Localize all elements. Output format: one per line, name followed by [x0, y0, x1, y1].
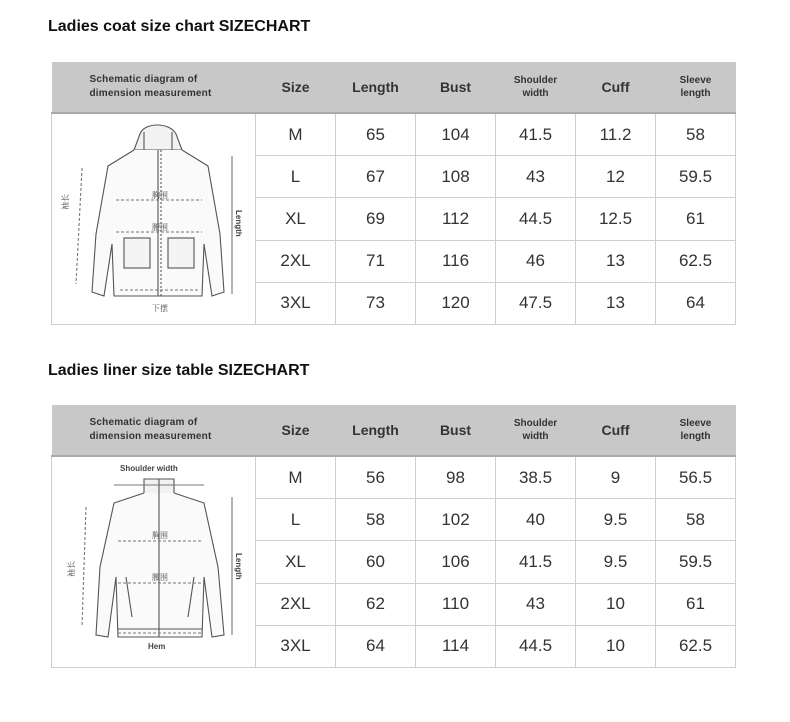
coat-diagram-sleeve-label: 袖长	[61, 194, 70, 210]
liner-header-shoulder-line2: width	[522, 431, 549, 442]
coat-header-row	[52, 62, 736, 113]
cell-cuff: 10	[576, 625, 656, 667]
liner-diagram-length-label: Length	[234, 553, 243, 580]
cell-size: L	[256, 499, 336, 541]
liner-header-schematic	[52, 405, 256, 456]
coat-section-title: Ladies coat size chart SIZECHART	[48, 18, 311, 35]
cell-shoulder: 43	[496, 156, 576, 198]
cell-sleeve: 59.5	[656, 156, 736, 198]
coat-jacket-illustration	[52, 114, 256, 319]
cell-size: M	[256, 113, 336, 156]
liner-header-sleeve-line2: length	[680, 431, 711, 442]
cell-size: L	[256, 156, 336, 198]
cell-sleeve: 62.5	[656, 625, 736, 667]
cell-bust: 114	[416, 625, 496, 667]
cell-bust: 120	[416, 282, 496, 324]
cell-sleeve: 61	[656, 583, 736, 625]
coat-header-cuff: Cuff	[576, 62, 656, 113]
cell-cuff: 10	[576, 583, 656, 625]
cell-size: M	[256, 456, 336, 499]
coat-header-schematic	[52, 62, 256, 113]
cell-sleeve: 64	[656, 282, 736, 324]
cell-length: 62	[336, 583, 416, 625]
cell-length: 67	[336, 156, 416, 198]
liner-header-length: Length	[336, 405, 416, 456]
liner-schematic-diagram	[52, 456, 256, 668]
cell-length: 60	[336, 541, 416, 583]
cell-cuff: 9.5	[576, 499, 656, 541]
coat-header-schematic-line2: dimension measurement	[89, 88, 212, 99]
liner-section-title: Ladies liner size table SIZECHART	[48, 362, 310, 379]
liner-diagram-hem-label: Hem	[148, 642, 166, 651]
coat-header-bust: Bust	[416, 62, 496, 113]
cell-cuff: 12	[576, 156, 656, 198]
cell-length: 71	[336, 240, 416, 282]
cell-cuff: 13	[576, 240, 656, 282]
cell-shoulder: 46	[496, 240, 576, 282]
coat-diagram-bust-label: 胸围	[152, 191, 168, 200]
coat-header-schematic-line1: Schematic diagram of	[89, 74, 198, 85]
cell-shoulder: 41.5	[496, 113, 576, 156]
coat-header-length: Length	[336, 62, 416, 113]
cell-length: 64	[336, 625, 416, 667]
cell-sleeve: 58	[656, 499, 736, 541]
cell-bust: 104	[416, 113, 496, 156]
cell-sleeve: 62.5	[656, 240, 736, 282]
coat-diagram-waist-label: 腰围	[152, 223, 168, 232]
coat-diagram-length-label: Length	[234, 210, 243, 237]
cell-bust: 102	[416, 499, 496, 541]
cell-size: XL	[256, 541, 336, 583]
cell-bust: 108	[416, 156, 496, 198]
coat-header-sleeve-line1: Sleeve	[679, 75, 712, 86]
cell-size: XL	[256, 198, 336, 240]
cell-bust: 116	[416, 240, 496, 282]
cell-shoulder: 41.5	[496, 541, 576, 583]
cell-cuff: 12.5	[576, 198, 656, 240]
liner-header-schematic-line1: Schematic diagram of	[89, 417, 198, 428]
cell-sleeve: 56.5	[656, 456, 736, 499]
liner-header-cuff: Cuff	[576, 405, 656, 456]
cell-cuff: 11.2	[576, 113, 656, 156]
liner-header-sleeve	[656, 405, 736, 456]
cell-length: 69	[336, 198, 416, 240]
liner-diagram-sleeve-label: 袖长	[67, 561, 76, 577]
cell-size: 2XL	[256, 583, 336, 625]
cell-length: 73	[336, 282, 416, 324]
liner-diagram-shoulder-label: Shoulder width	[120, 464, 178, 473]
liner-header-schematic-line2: dimension measurement	[89, 431, 212, 442]
coat-diagram-hem-label: 下摆	[152, 304, 168, 313]
liner-jacket-illustration	[52, 457, 256, 662]
table-row	[52, 456, 736, 499]
liner-header-sleeve-line1: Sleeve	[679, 418, 712, 429]
cell-bust: 106	[416, 541, 496, 583]
cell-shoulder: 40	[496, 499, 576, 541]
coat-header-sleeve	[656, 62, 736, 113]
cell-cuff: 9.5	[576, 541, 656, 583]
cell-shoulder: 44.5	[496, 625, 576, 667]
liner-header-bust: Bust	[416, 405, 496, 456]
cell-sleeve: 59.5	[656, 541, 736, 583]
cell-length: 56	[336, 456, 416, 499]
cell-shoulder: 43	[496, 583, 576, 625]
liner-diagram-bust-label: 胸围	[152, 531, 168, 540]
cell-sleeve: 61	[656, 198, 736, 240]
cell-size: 2XL	[256, 240, 336, 282]
liner-header-size: Size	[256, 405, 336, 456]
cell-size: 3XL	[256, 625, 336, 667]
cell-cuff: 9	[576, 456, 656, 499]
coat-header-shoulder-line2: width	[522, 88, 549, 99]
coat-size-table	[51, 62, 736, 325]
cell-size: 3XL	[256, 282, 336, 324]
cell-sleeve: 58	[656, 113, 736, 156]
cell-shoulder: 44.5	[496, 198, 576, 240]
liner-header-shoulder	[496, 405, 576, 456]
liner-size-table	[51, 405, 736, 668]
table-row	[52, 113, 736, 156]
cell-shoulder: 47.5	[496, 282, 576, 324]
cell-shoulder: 38.5	[496, 456, 576, 499]
coat-header-shoulder-line1: Shoulder	[513, 75, 558, 86]
liner-diagram-waist-label: 腰围	[152, 573, 168, 582]
cell-length: 65	[336, 113, 416, 156]
coat-header-size: Size	[256, 62, 336, 113]
cell-bust: 112	[416, 198, 496, 240]
coat-header-shoulder	[496, 62, 576, 113]
coat-schematic-diagram	[52, 113, 256, 325]
cell-bust: 110	[416, 583, 496, 625]
coat-header-sleeve-line2: length	[680, 88, 711, 99]
liner-header-row	[52, 405, 736, 456]
cell-bust: 98	[416, 456, 496, 499]
cell-length: 58	[336, 499, 416, 541]
liner-header-shoulder-line1: Shoulder	[513, 418, 558, 429]
cell-cuff: 13	[576, 282, 656, 324]
